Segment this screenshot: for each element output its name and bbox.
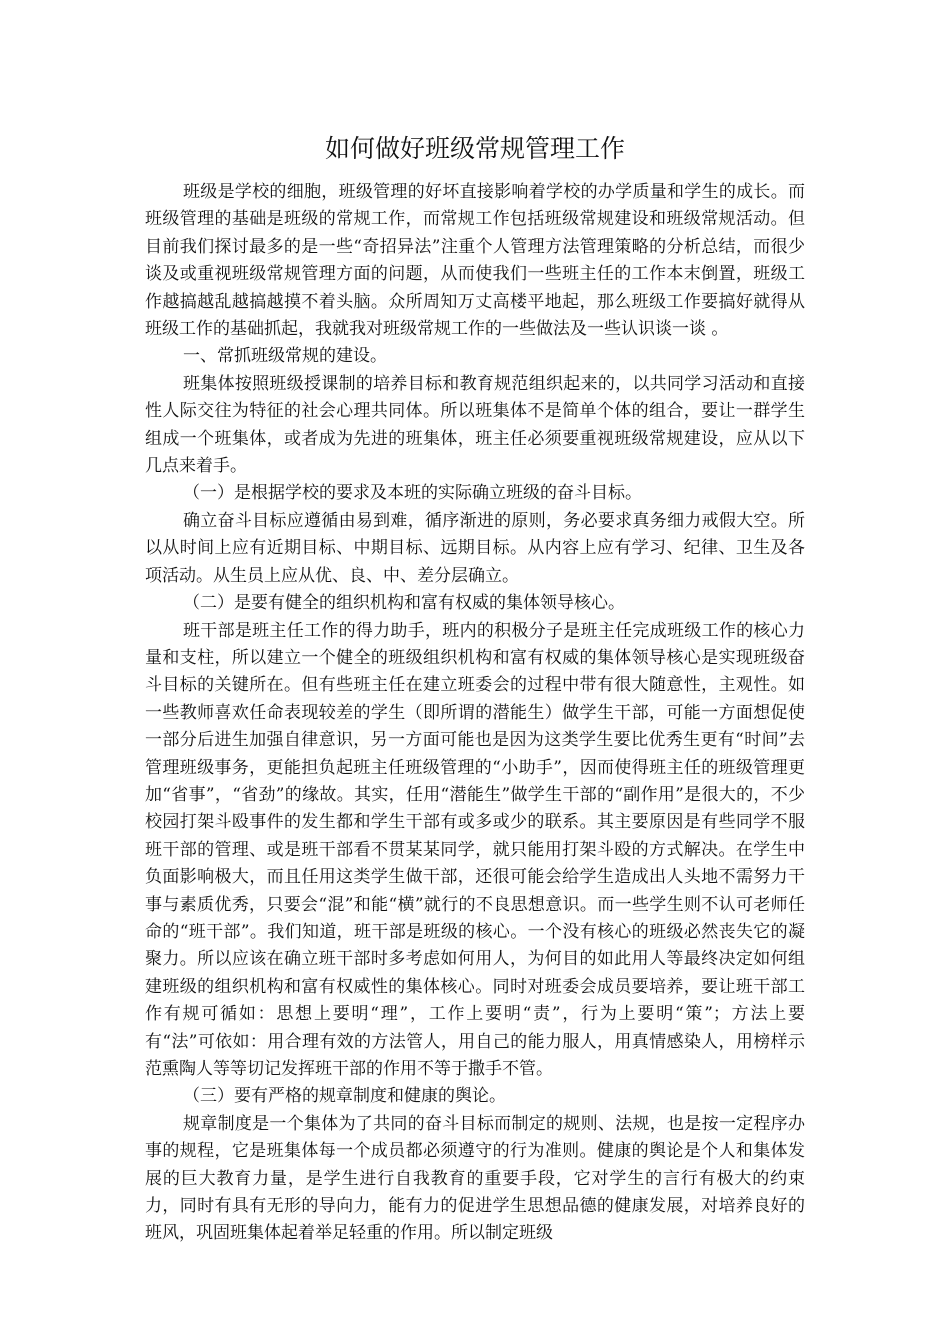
document-title: 如何做好班级常规管理工作	[324, 134, 625, 163]
paragraph-goals: 确立奋斗目标应遵循由易到难，循序渐进的原则，务必要求真务细力戒假大空。所以从时间上应有近期目标、中期目标、远期目标。从内容上应有学习、纪律、卫生及各项活动。从生员上应从优、良、中、差分层确立。	[145, 510, 805, 586]
subsection-heading-3: （三）要有严格的规章制度和健康的舆论。	[183, 1086, 506, 1107]
subsection-heading-1: （一）是根据学校的要求及本班的实际确立班级的奋斗目标。	[183, 483, 642, 504]
paragraph-intro: 班级是学校的细胞，班级管理的好坏直接影响着学校的办学质量和学生的成长。而班级管理的基础是班级的常规工作，而常规工作包括班级常规建设和班级常规活动。但目前我们探讨最多的是一些“奇招异法”注重个人管理方法管理策略的分析总结，而很少谈及或重视班级常规管理方面的问题，从而使我们一些班主任的工作本末倒置，班级工作越搞越乱越搞越摸不着头脑。众所周知万丈高楼平地起，那么班级工作要搞好就得从班级工作的基础抓起，我就我对班级常规工作的一些做法及一些认识谈一谈 。	[145, 182, 805, 340]
section-heading-1: 一、常抓班级常规的建设。	[183, 346, 387, 367]
subsection-heading-2: （二）是要有健全的组织机构和富有权威的集体领导核心。	[183, 593, 625, 614]
paragraph-class-collective: 班集体按照班级授课制的培养目标和教育规范组织起来的，以共同学习活动和直接性人际交往为特征的社会心理共同体。所以班集体不是简单个体的组合，要让一群学生组成一个班集体，或者成为先进的班集体，班主任必须要重视班级常规建设，应从以下几点来着手。	[145, 373, 805, 477]
paragraph-class-cadres: 班干部是班主任工作的得力助手，班内的积极分子是班主任完成班级工作的核心力量和支柱，所以建立一个健全的班级组织机构和富有权威的集体领导核心是实现班级奋斗目标的关键所在。但有些班主任在建立班委会的过程中带有很大随意性，主观性。如一些教师喜欢任命表现较差的学生（即所谓的潜能生）做学生干部，可能一方面想促使一部分后进生加强自律意识，另一方面可能也是因为这类学生要比优秀生更有“时间”去管理班级事务，更能担负起班主任班级管理的“小助手”，因而使得班主任的班级管理更加“省事”，“省劲”的缘故。其实，任用“潜能生”做学生干部的“副作用”是很大的，不少校园打架斗殴事件的发生都和学生干部有或多或少的联系。其主要原因是有些同学不服班干部的管理、或是班干部看不贯某某同学，就只能用打架斗殴的方式解决。在学生中负面影响极大，而且任用这类学生做干部，还很可能会给学生造成出人头地不需努力干事与素质优秀，只要会“混”和能“横”就行的不良思想意识。而一些学生则不认可老师任命的“班干部”。我们知道，班干部是班级的核心。一个没有核心的班级必然丧失它的凝聚力。所以应该在确立班干部时多考虑如何用人，为何目的如此用人等最终决定如何组建班级的组织机构和富有权威性的集体核心。同时对班委会成员要培养，要让班干部工作有规可循如：思想上要明“理”，工作上要明“责”，行为上要明“策”；方法上要有“法”可依如：用合理有效的方法管人，用自己的能力服人，用真情感染人，用榜样示范熏陶人等等切记发挥班干部的作用不等于撒手不管。	[145, 620, 805, 1079]
paragraph-rules: 规章制度是一个集体为了共同的奋斗目标而制定的规则、法规，也是按一定程序办事的规程，它是班集体每一个成员都必须遵守的行为准则。健康的舆论是个人和集体发展的巨大教育力量，是学生进行自我教育的重要手段，它对学生的言行有极大的约束力，同时有具有无形的导向力，能有力的促进学生思想品德的健康发展，对培养良好的班风，巩固班集体起着举足轻重的作用。所以制定班级	[145, 1113, 805, 1244]
document-body	[145, 179, 805, 1248]
